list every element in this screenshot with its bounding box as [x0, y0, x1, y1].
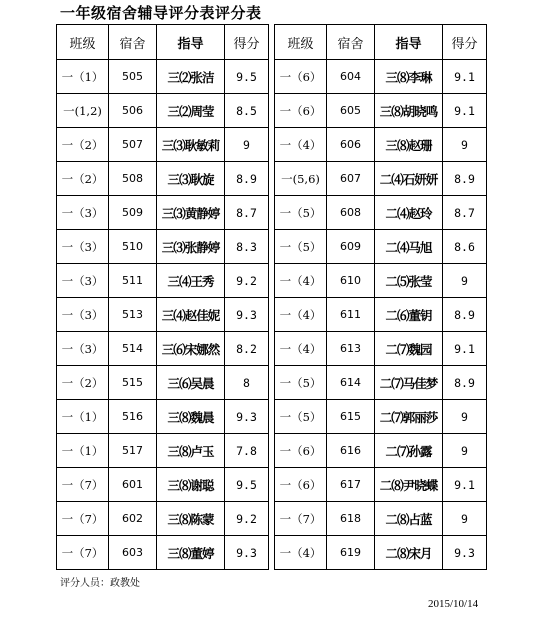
table-row: [275, 536, 487, 570]
score-cell: 8.7: [225, 196, 269, 230]
guide-cell: 三⑵张洁: [157, 60, 225, 94]
table-row: [275, 502, 487, 536]
table-row: [275, 468, 487, 502]
table-row: [275, 298, 487, 332]
table-row: [275, 264, 487, 298]
table-row: [57, 162, 269, 196]
table-row: [275, 128, 487, 162]
dorm-cell: 515: [109, 366, 157, 400]
score-cell: 9.3: [225, 400, 269, 434]
table-row: [275, 434, 487, 468]
table-row: [57, 400, 269, 434]
class-cell: 一（2）: [57, 162, 109, 196]
class-cell: 一（5）: [275, 366, 327, 400]
score-cell: 9.2: [225, 502, 269, 536]
dorm-cell: 517: [109, 434, 157, 468]
dorm-cell: 605: [327, 94, 375, 128]
dorm-cell: 506: [109, 94, 157, 128]
guide-cell: 三⑹宋娜然: [157, 332, 225, 366]
class-cell: 一（2）: [57, 128, 109, 162]
guide-cell: 三⑻董婷: [157, 536, 225, 570]
score-cell: 8.9: [443, 162, 487, 196]
page-title: 一年级宿舍辅导评分表评分表: [60, 4, 262, 22]
guide-cell: 二⑻尹晓蝶: [375, 468, 443, 502]
table-row: [57, 502, 269, 536]
score-table-left: [56, 24, 269, 570]
class-cell: 一（5）: [275, 196, 327, 230]
guide-cell: 三⑹吴晨: [157, 366, 225, 400]
table-row: [57, 60, 269, 94]
table-row: [57, 468, 269, 502]
guide-cell: 三⑻陈蒙: [157, 502, 225, 536]
score-cell: 9: [443, 434, 487, 468]
dorm-cell: 509: [109, 196, 157, 230]
grader-note: 评分人员：政教处: [60, 578, 140, 589]
score-cell: 9.1: [443, 332, 487, 366]
score-cell: 9: [443, 502, 487, 536]
table-row: [275, 366, 487, 400]
table-row: [57, 264, 269, 298]
score-cell: 9.1: [443, 60, 487, 94]
dorm-cell: 511: [109, 264, 157, 298]
class-cell: 一（4）: [275, 536, 327, 570]
guide-cell: 二⑷赵玲: [375, 196, 443, 230]
score-cell: 9.5: [225, 468, 269, 502]
header-class: 班级: [57, 25, 109, 60]
score-table-right: [274, 24, 487, 570]
table-row: [275, 196, 487, 230]
dorm-cell: 508: [109, 162, 157, 196]
dorm-cell: 616: [327, 434, 375, 468]
class-cell: 一（4）: [275, 332, 327, 366]
dorm-cell: 510: [109, 230, 157, 264]
score-cell: 9.1: [443, 94, 487, 128]
dorm-cell: 613: [327, 332, 375, 366]
dorm-cell: 602: [109, 502, 157, 536]
guide-cell: 三⑻谢聪: [157, 468, 225, 502]
score-cell: 8.6: [443, 230, 487, 264]
guide-cell: 三⑻胡晓鸣: [375, 94, 443, 128]
class-cell: 一（6）: [275, 434, 327, 468]
dorm-cell: 514: [109, 332, 157, 366]
score-cell: 8: [225, 366, 269, 400]
class-cell: 一（4）: [275, 264, 327, 298]
table-row: [57, 298, 269, 332]
dorm-cell: 611: [327, 298, 375, 332]
dorm-cell: 610: [327, 264, 375, 298]
header-score: 得分: [443, 25, 487, 60]
header-row: [275, 25, 487, 60]
class-cell: 一（3）: [57, 230, 109, 264]
score-cell: 9: [443, 400, 487, 434]
score-cell: 8.9: [443, 366, 487, 400]
guide-cell: 三⑵周莹: [157, 94, 225, 128]
guide-cell: 二⑻宋月: [375, 536, 443, 570]
class-cell: 一（7）: [275, 502, 327, 536]
class-cell: 一（1）: [57, 434, 109, 468]
guide-cell: 三⑻卢玉: [157, 434, 225, 468]
guide-cell: 二⑺马佳梦: [375, 366, 443, 400]
table-row: [275, 60, 487, 94]
table-row: [57, 536, 269, 570]
header-class: 班级: [275, 25, 327, 60]
guide-cell: 三⑷王秀: [157, 264, 225, 298]
class-cell: 一（6）: [275, 60, 327, 94]
score-cell: 9.2: [225, 264, 269, 298]
table-row: [275, 94, 487, 128]
class-cell: 一（3）: [57, 332, 109, 366]
score-cell: 9.1: [443, 468, 487, 502]
class-cell: 一（7）: [57, 502, 109, 536]
score-cell: 9: [225, 128, 269, 162]
score-cell: 8.9: [225, 162, 269, 196]
class-cell: 一（4）: [275, 298, 327, 332]
guide-cell: 三⑻李琳: [375, 60, 443, 94]
dorm-cell: 614: [327, 366, 375, 400]
score-cell: 8.5: [225, 94, 269, 128]
header-guide: 指导: [375, 25, 443, 60]
dorm-cell: 606: [327, 128, 375, 162]
class-cell: 一（2）: [57, 366, 109, 400]
table-row: [275, 162, 487, 196]
dorm-cell: 513: [109, 298, 157, 332]
table-row: [57, 332, 269, 366]
class-cell: 一（4）: [275, 128, 327, 162]
table-row: [275, 230, 487, 264]
guide-cell: 二⑸张莹: [375, 264, 443, 298]
dorm-cell: 516: [109, 400, 157, 434]
dorm-cell: 507: [109, 128, 157, 162]
class-cell: 一（3）: [57, 298, 109, 332]
dorm-cell: 618: [327, 502, 375, 536]
score-cell: 9.3: [443, 536, 487, 570]
score-cell: 9.3: [225, 298, 269, 332]
class-cell: 一（1）: [57, 400, 109, 434]
table-row: [57, 230, 269, 264]
header-dorm: 宿舍: [327, 25, 375, 60]
class-cell: 一（6）: [275, 94, 327, 128]
score-cell: 8.9: [443, 298, 487, 332]
header-row: [57, 25, 269, 60]
class-cell: 一（6）: [275, 468, 327, 502]
guide-cell: 三⑶黄静婷: [157, 196, 225, 230]
dorm-cell: 609: [327, 230, 375, 264]
guide-cell: 二⑷马旭: [375, 230, 443, 264]
header-score: 得分: [225, 25, 269, 60]
class-cell: 一（7）: [57, 536, 109, 570]
class-cell: 一（7）: [57, 468, 109, 502]
table-row: [57, 128, 269, 162]
guide-cell: 三⑶耿旋: [157, 162, 225, 196]
table-row: [275, 400, 487, 434]
dorm-cell: 619: [327, 536, 375, 570]
score-cell: 9: [443, 128, 487, 162]
guide-cell: 三⑶耿敏莉: [157, 128, 225, 162]
dorm-cell: 505: [109, 60, 157, 94]
guide-cell: 二⑷石妍妍: [375, 162, 443, 196]
header-guide: 指导: [157, 25, 225, 60]
score-cell: 8.7: [443, 196, 487, 230]
class-cell: 一（5）: [275, 400, 327, 434]
guide-cell: 二⑺郭丽莎: [375, 400, 443, 434]
table-row: [57, 434, 269, 468]
guide-cell: 二⑻占蓝: [375, 502, 443, 536]
dorm-cell: 607: [327, 162, 375, 196]
header-dorm: 宿舍: [109, 25, 157, 60]
class-cell: 一（1）: [57, 60, 109, 94]
dorm-cell: 601: [109, 468, 157, 502]
guide-cell: 三⑶张静婷: [157, 230, 225, 264]
table-row: [57, 366, 269, 400]
score-cell: 9.5: [225, 60, 269, 94]
class-cell: 一(1,2): [57, 94, 109, 128]
score-cell: 8.2: [225, 332, 269, 366]
date-stamp: 2015/10/14: [428, 598, 479, 610]
dorm-cell: 615: [327, 400, 375, 434]
class-cell: 一(5,6): [275, 162, 327, 196]
guide-cell: 二⑺魏园: [375, 332, 443, 366]
guide-cell: 二⑹董钥: [375, 298, 443, 332]
table-row: [57, 196, 269, 230]
class-cell: 一（3）: [57, 196, 109, 230]
table-row: [275, 332, 487, 366]
score-cell: 9.3: [225, 536, 269, 570]
score-cell: 7.8: [225, 434, 269, 468]
class-cell: 一（5）: [275, 230, 327, 264]
table-row: [57, 94, 269, 128]
guide-cell: 二⑺孙露: [375, 434, 443, 468]
dorm-cell: 603: [109, 536, 157, 570]
dorm-cell: 617: [327, 468, 375, 502]
guide-cell: 三⑷赵佳妮: [157, 298, 225, 332]
dorm-cell: 604: [327, 60, 375, 94]
score-cell: 9: [443, 264, 487, 298]
class-cell: 一（3）: [57, 264, 109, 298]
guide-cell: 三⑻赵珊: [375, 128, 443, 162]
guide-cell: 三⑻魏晨: [157, 400, 225, 434]
dorm-cell: 608: [327, 196, 375, 230]
score-cell: 8.3: [225, 230, 269, 264]
